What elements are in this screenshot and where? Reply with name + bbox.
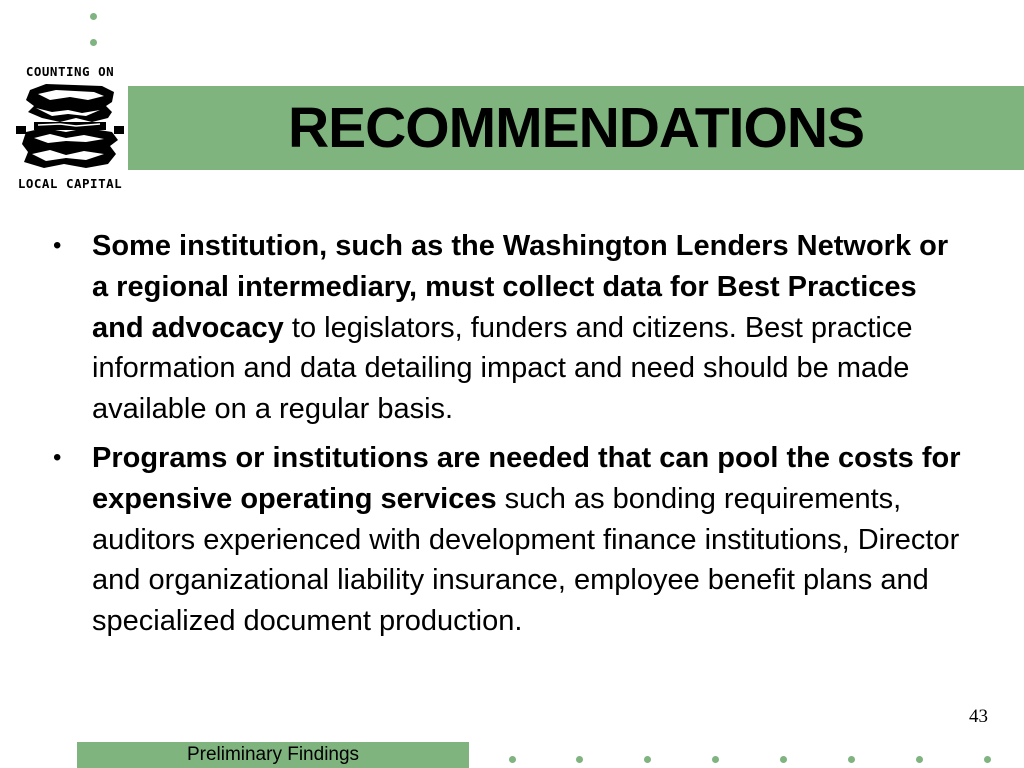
bullet-icon: • [53,232,62,259]
bullet-text: to legislators, funders and citizens. Best practice information and data detailing impact and need should be made available on a regular basis. [92,311,913,426]
logo-bottom-text: LOCAL CAPITAL [17,176,123,191]
decorative-dot [509,756,516,763]
bullet-icon: • [53,443,62,471]
bullet-item [48,226,968,430]
footer-label: Preliminary Findings [186,744,360,765]
slide-body [48,226,968,650]
decorative-dot [576,756,583,763]
logo-emblem-icon [16,82,124,174]
decorative-dot [848,756,855,763]
page-number: 43 [969,706,988,727]
bullet-bold-text: Programs or institutions are needed that can pool the costs for expensive operating services [92,441,961,515]
decorative-dot [780,756,787,763]
decorative-dot [90,13,97,20]
decorative-dot [644,756,651,763]
logo-top-text: COUNTING ON [25,64,115,79]
bullet-text: such as bonding requirements, auditors experienced with development finance institutions, Director and organizational liability insurance, employee benefit plans and specialized document production. [92,482,960,638]
slide-title: RECOMMENDATIONS [287,96,865,160]
decorative-dot [712,756,719,763]
decorative-dot [984,756,991,763]
bullet-item [48,438,968,642]
counting-on-local-capital-logo [16,62,124,192]
decorative-dot [90,39,97,46]
bullet-bold-text: Some institution, such as the Washington Lenders Network or a regional intermediary, must collect data for Best Practices and advocacy [92,230,949,344]
decorative-dot [916,756,923,763]
